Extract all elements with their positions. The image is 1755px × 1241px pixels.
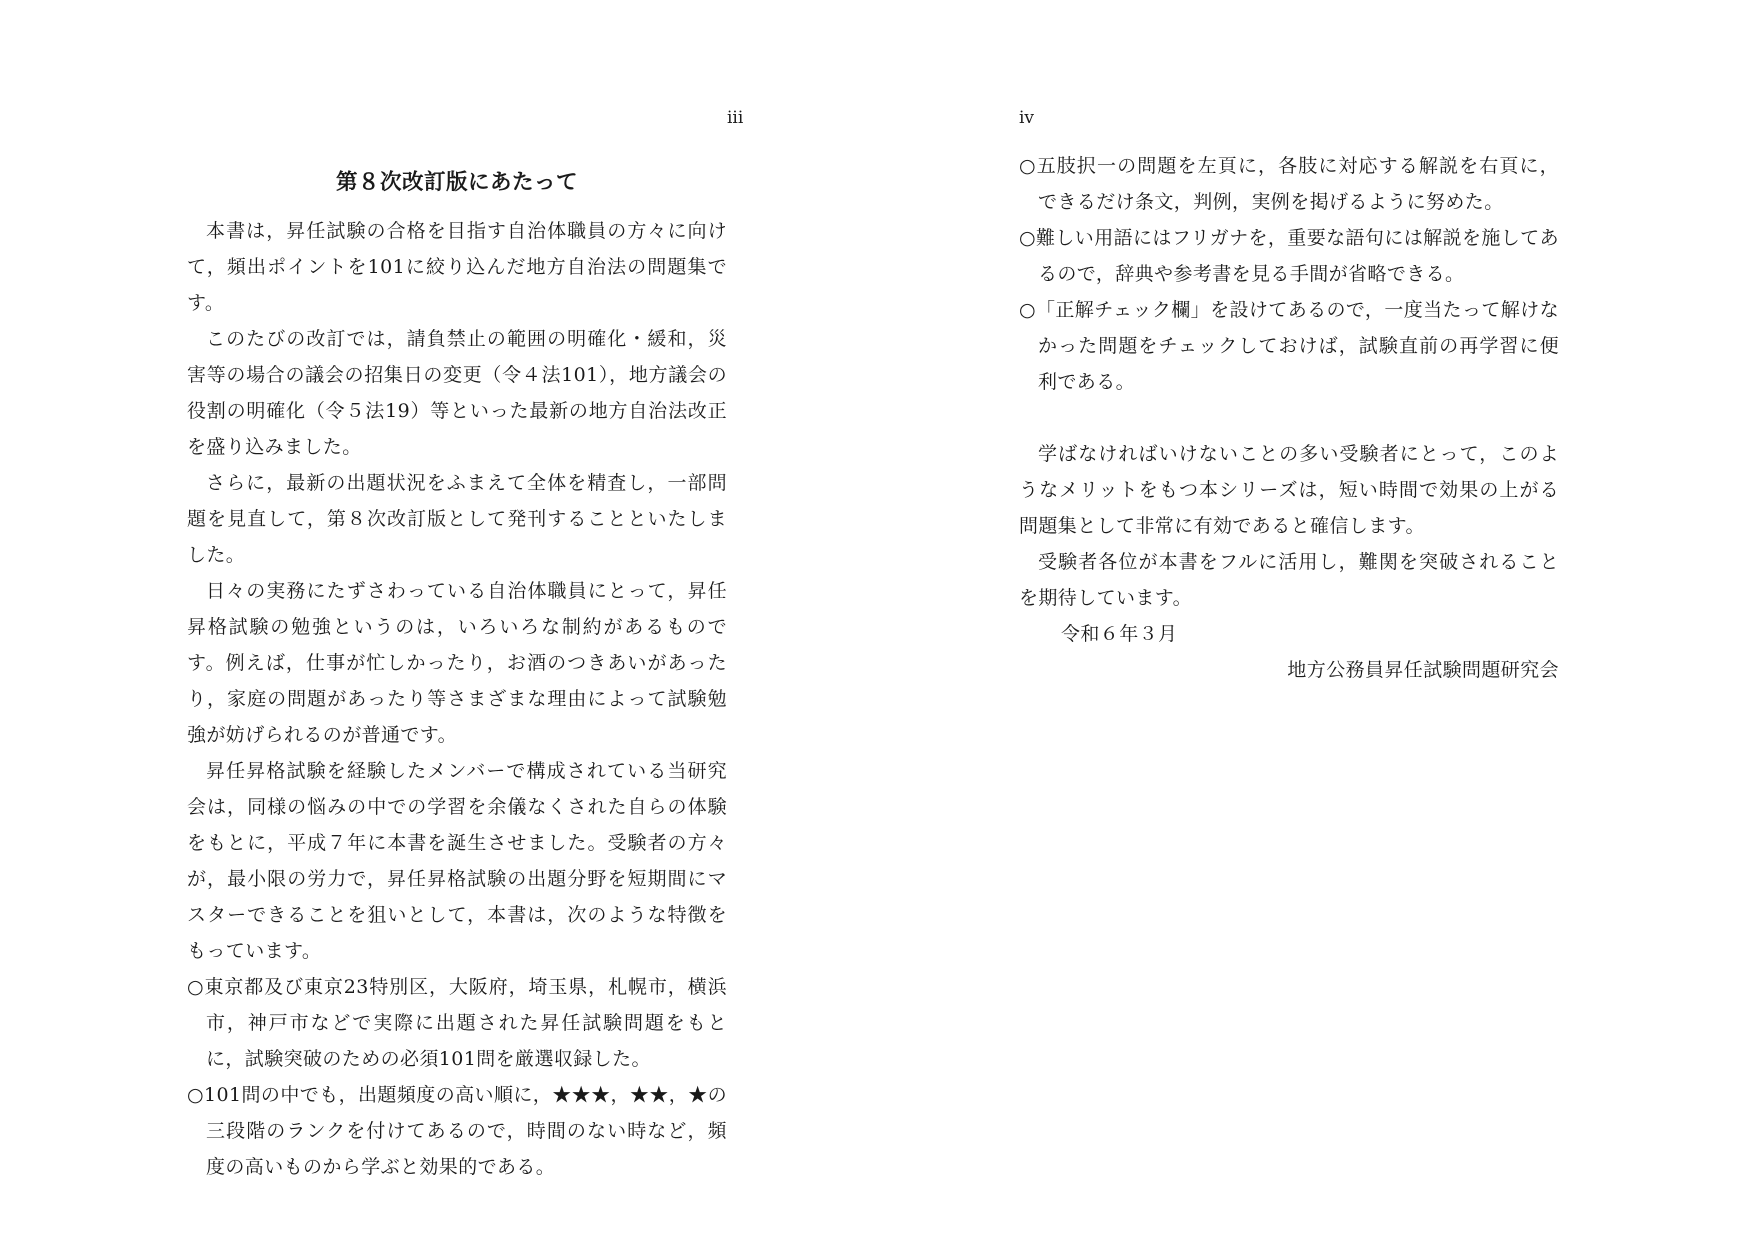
body-paragraph: 本書は，昇任試験の合格を目指す自治体職員の方々に向けて，頻出ポイントを101に絞り込んだ地方自治法の問題集です。 xyxy=(187,220,727,314)
body-paragraph: このたびの改訂では，請負禁止の範囲の明確化・緩和，災害等の場合の議会の招集日の変更（令４法101），地方議会の役割の明確化（令５法19）等といった最新の地方自治法改正を盛り込みました。 xyxy=(187,328,727,458)
feature-bullet: ○五肢択一の問題を左頁に，各肢に対応する解説を右頁に，できるだけ条文，判例，実例を掲げるように努めた。 xyxy=(1019,155,1559,213)
right-column xyxy=(1019,148,1559,688)
body-paragraph: 日々の実務にたずさわっている自治体職員にとって，昇任昇格試験の勉強というのは，いろいろな制約があるものです。例えば，仕事が忙しかったり，お酒のつきあいがあったり，家庭の問題があったり等さまざまな理由によって試験勉強が妨げられるのが普通です。 xyxy=(187,580,727,746)
body-paragraph: さらに，最新の出題状況をふまえて全体を精査し，一部問題を見直して，第８次改訂版として発刊することといたしました。 xyxy=(187,472,727,566)
left-column xyxy=(187,165,727,1185)
feature-bullet: ○「正解チェック欄」を設けてあるので，一度当たって解けなかった問題をチェックしておけば，試験直前の再学習に便利である。 xyxy=(1019,299,1559,393)
body-paragraph: 受験者各位が本書をフルに活用し，難関を突破されることを期待しています。 xyxy=(1019,551,1559,609)
feature-bullet: ○101問の中でも，出題頻度の高い順に，★★★，★★，★の三段階のランクを付けてあるので，時間のない時など，頻度の高いものから学ぶと効果的である。 xyxy=(187,1084,727,1178)
page-number: iii xyxy=(727,108,744,128)
feature-bullet: ○難しい用語にはフリガナを，重要な語句には解説を施してあるので，辞典や参考書を見る手間が省略できる。 xyxy=(1019,227,1559,285)
right-page xyxy=(877,0,1755,1241)
date-line: 令和６年３月 xyxy=(1061,623,1178,645)
body-paragraph: 学ばなければいけないことの多い受験者にとって，このようなメリットをもつ本シリーズは，短い時間で効果の上がる問題集として非常に有効であると確信します。 xyxy=(1019,443,1559,537)
feature-bullet: ○東京都及び東京23特別区，大阪府，埼玉県，札幌市，横浜市，神戸市などで実際に出題された昇任試験問題をもとに，試験突破のための必須101問を厳選収録した。 xyxy=(187,976,727,1070)
paragraph-gap xyxy=(1019,400,1559,436)
body-paragraph: 昇任昇格試験を経験したメンバーで構成されている当研究会は，同様の悩みの中での学習を余儀なくされた自らの体験をもとに，平成７年に本書を誕生させました。受験者の方々が，最小限の労力で，昇任昇格試験の出題分野を短期間にマスターできることを狙いとして，本書は，次のような特徴をもっています。 xyxy=(187,760,727,962)
page-number: iv xyxy=(1019,108,1035,128)
signature: 地方公務員昇任試験問題研究会 xyxy=(1287,659,1559,681)
page-title: 第８次改訂版にあたって xyxy=(335,170,578,195)
left-page xyxy=(0,0,877,1241)
